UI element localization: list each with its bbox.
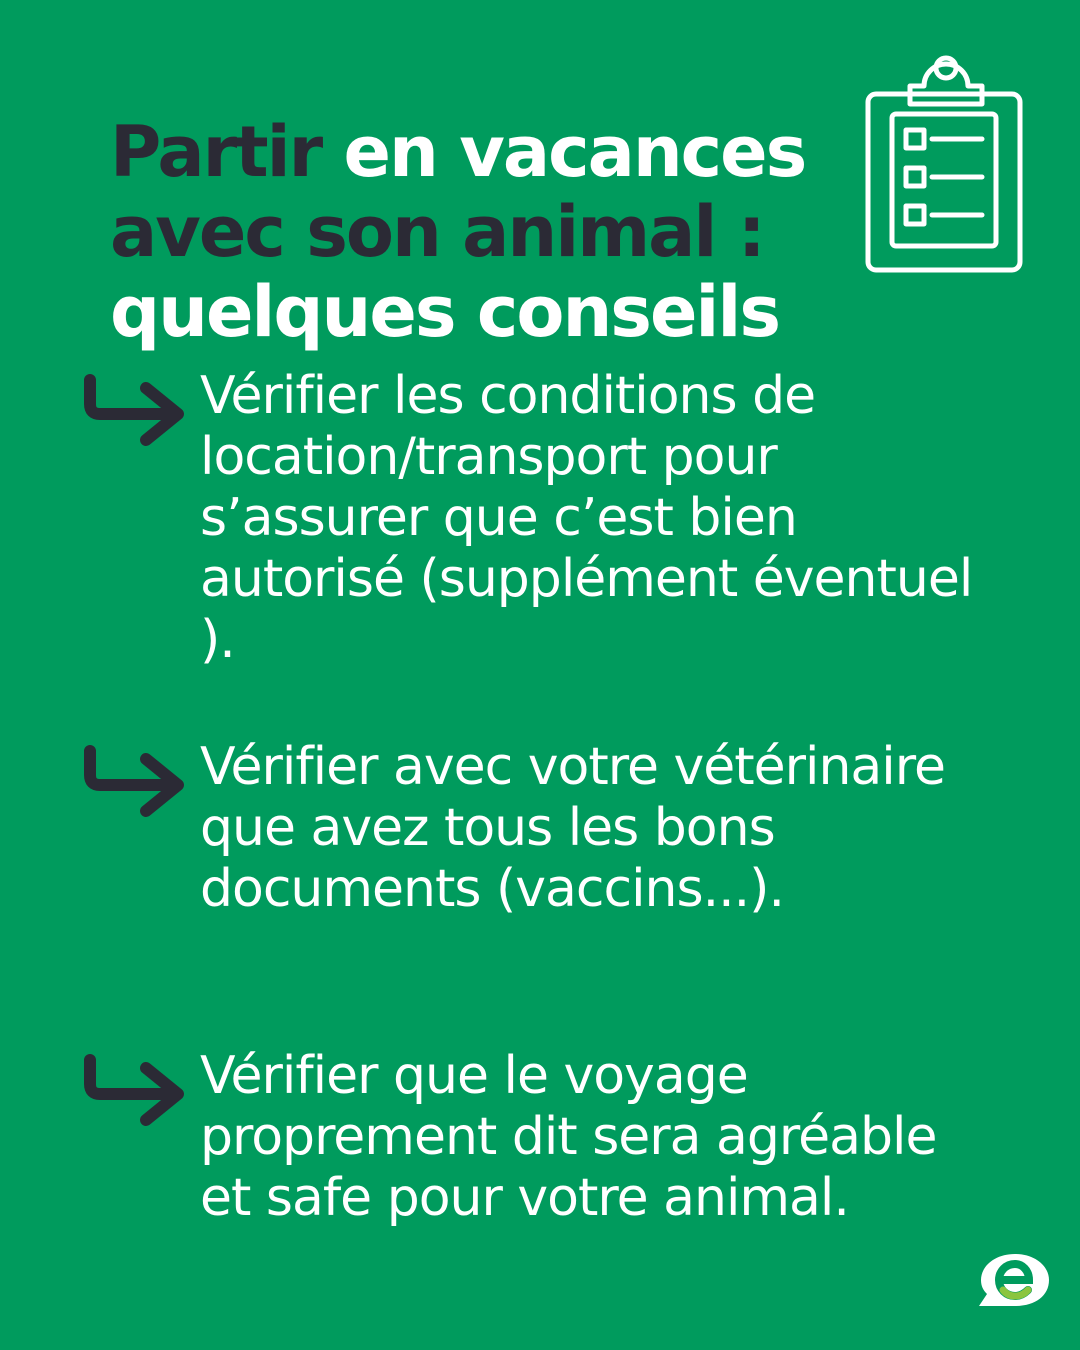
tip-text-3: Vérifier que le voyage proprement dit sera agréable et safe pour votre animal. — [200, 1046, 937, 1228]
bent-arrow-icon — [82, 374, 192, 452]
title-light-part: en vacances — [321, 111, 806, 193]
title-dark-part: Partir — [110, 111, 322, 193]
clipboard-checklist-icon — [862, 50, 1030, 278]
bent-arrow-icon — [82, 745, 192, 823]
page-title — [110, 112, 850, 352]
title-line-2: avec son animal : — [110, 191, 764, 273]
title-line-3: quelques conseils — [110, 271, 780, 353]
brand-logo — [975, 1250, 1053, 1310]
tip-text-2: Vérifier avec votre vétérinaire que avez tous les bons documents (vaccins...). — [200, 737, 945, 919]
tip-text-1: Vérifier les conditions de location/transport pour s’assurer que c’est bien autorisé (supplément éventuel ). — [200, 366, 973, 670]
bent-arrow-icon — [82, 1054, 192, 1132]
